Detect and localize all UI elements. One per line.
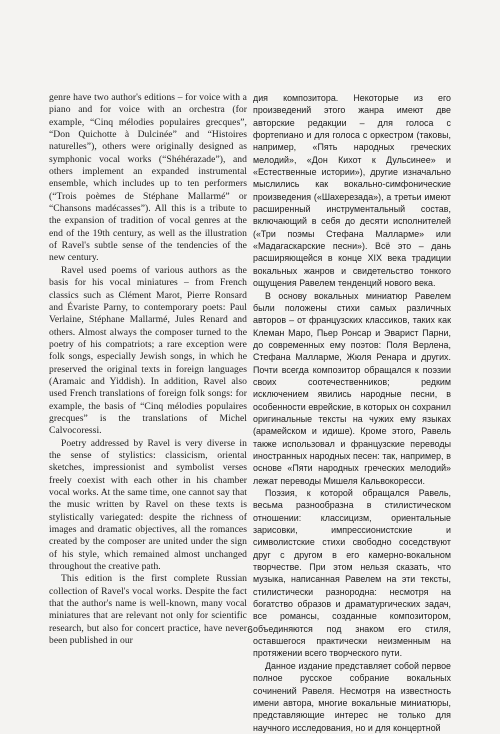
- paragraph: Данное издание представляет собой первое полное русское собрание вокальных сочинений Равеля. Несмотря на известность имени автора, многие вокальные миниатюры, представляющие интерес не только для научного исследования, но и для концертной: [253, 660, 451, 733]
- paragraph: Poetry addressed by Ravel is very diverse in the sense of stylistics: classicism, oriental sketches, impressionist and symbolist verses freely coexist with each other in his chamber vocal works. At the same time, one cannot say that the music written by Ravel on these texts is stylistically variegated: despite the richness of images and dramatic objectives, all the romances created by the composer are united under the sign of his style, which remained almost unchanged throughout the creative path.: [49, 437, 247, 573]
- paragraph: Поэзия, к которой обращался Равель, весьма разнообразна в стилистическом отношении: классицизм, ориентальные зарисовки, импрессионистские и символистские стихи свободно соседствуют друг с другом в его камерно-вокальном творчестве. При этом нельзя сказать, что музыка, написанная Равелем на эти тексты, стилистически разнородна: несмотря на богатство образов и драматургических задач, все романсы, созданные композитором, объединяются под знаком его стиля, оставшегося практически неизменным на протяжении всего творческого пути.: [253, 488, 451, 659]
- page-number: 6: [247, 625, 253, 636]
- paragraph: This edition is the first complete Russian collection of Ravel's vocal works. Despite the fact that the author's name is well-known, many vocal miniatures that are relevant not only for scientific research, but also for concert practice, have never been published in our: [49, 573, 247, 647]
- paragraph: Ravel used poems of various authors as the basis for his vocal miniatures – from French classics such as Clément Marot, Pierre Ronsard and Évariste Parny, to contemporary poets: Paul Verlaine, Stéphane Mallarmé, Jules Renard and others. Almost always the composer turned to the poetry of his compatriots; a rare exception were folk songs, especially Jewish songs, in which he preserved the original texts in foreign languages (Aramaic and Yiddish). In addition, Ravel also used French translations of foreign folk songs: for example, the basis of “Cinq mélodies populaires grecques” is the translations of Michel Calvocoressi.: [49, 264, 247, 437]
- paragraph: дия композитора. Некоторые из его произведений этого жанра имеют две авторские редакции – для голоса с фортепиано и для голоса с оркестром (таковы, например, «Пять народных греческих мелодий», «Дон Кихот к Дульсинее» и «Естественные истории»), другие изначально мыслились как вокально-симфонические произведения («Шахерезада»), а третьи имеют расширенный инструментальный состав, включающий в себя до десяти исполнителей («Три поэмы Стефана Малларме» или «Мадагаскарские песни»). Всё это – дань расширяющейся в конце XIX века традиции вокальных жанров и свидетельство тонкого ощущения Равелем тенденций нового века.: [253, 93, 451, 289]
- paragraph: genre have two author's editions – for voice with a piano and for voice with an orchestra (for example, “Cinq mélodies populaires grecques”, “Don Quichotte à Dulcinée” and “Histoires naturelles”), others were originally designed as symphonic vocal works (“Shéhérazade”), and others implement an expanded instrumental ensemble, which includes up to ten performers (“Trois poèmes de Stéphane Mallarmé” or “Chansons madécasses”). All this is a tribute to the expansion of tradition of vocal genres at the end of the 19th century, as well as the illustration of Ravel's subtle sense of the tendencies of the new century.: [49, 92, 247, 264]
- russian-text-column: [253, 92, 451, 734]
- english-text-column: [49, 92, 247, 647]
- paragraph: В основу вокальных миниатюр Равелем были положены стихи самых различных авторов – от французских классиков, таких как Клеман Маро, Пьер Ронсар и Эварист Парни, до современных ему поэтов: Поля Верлена, Стефана Малларме, Жюля Ренара и других. Почти всегда композитор обращался к поэзии своих соотечественников; редким исключением явились народные песни, в особенности еврейские, в которых он сохранил оригинальные тексты на чужих ему языках (арамейском и идише). Кроме этого, Равель также использовал и французские переводы иностранных народных песен: так, например, в основе «Пяти народных греческих мелодий» лежат переводы Мишеля Кальвокоресси.: [253, 290, 451, 486]
